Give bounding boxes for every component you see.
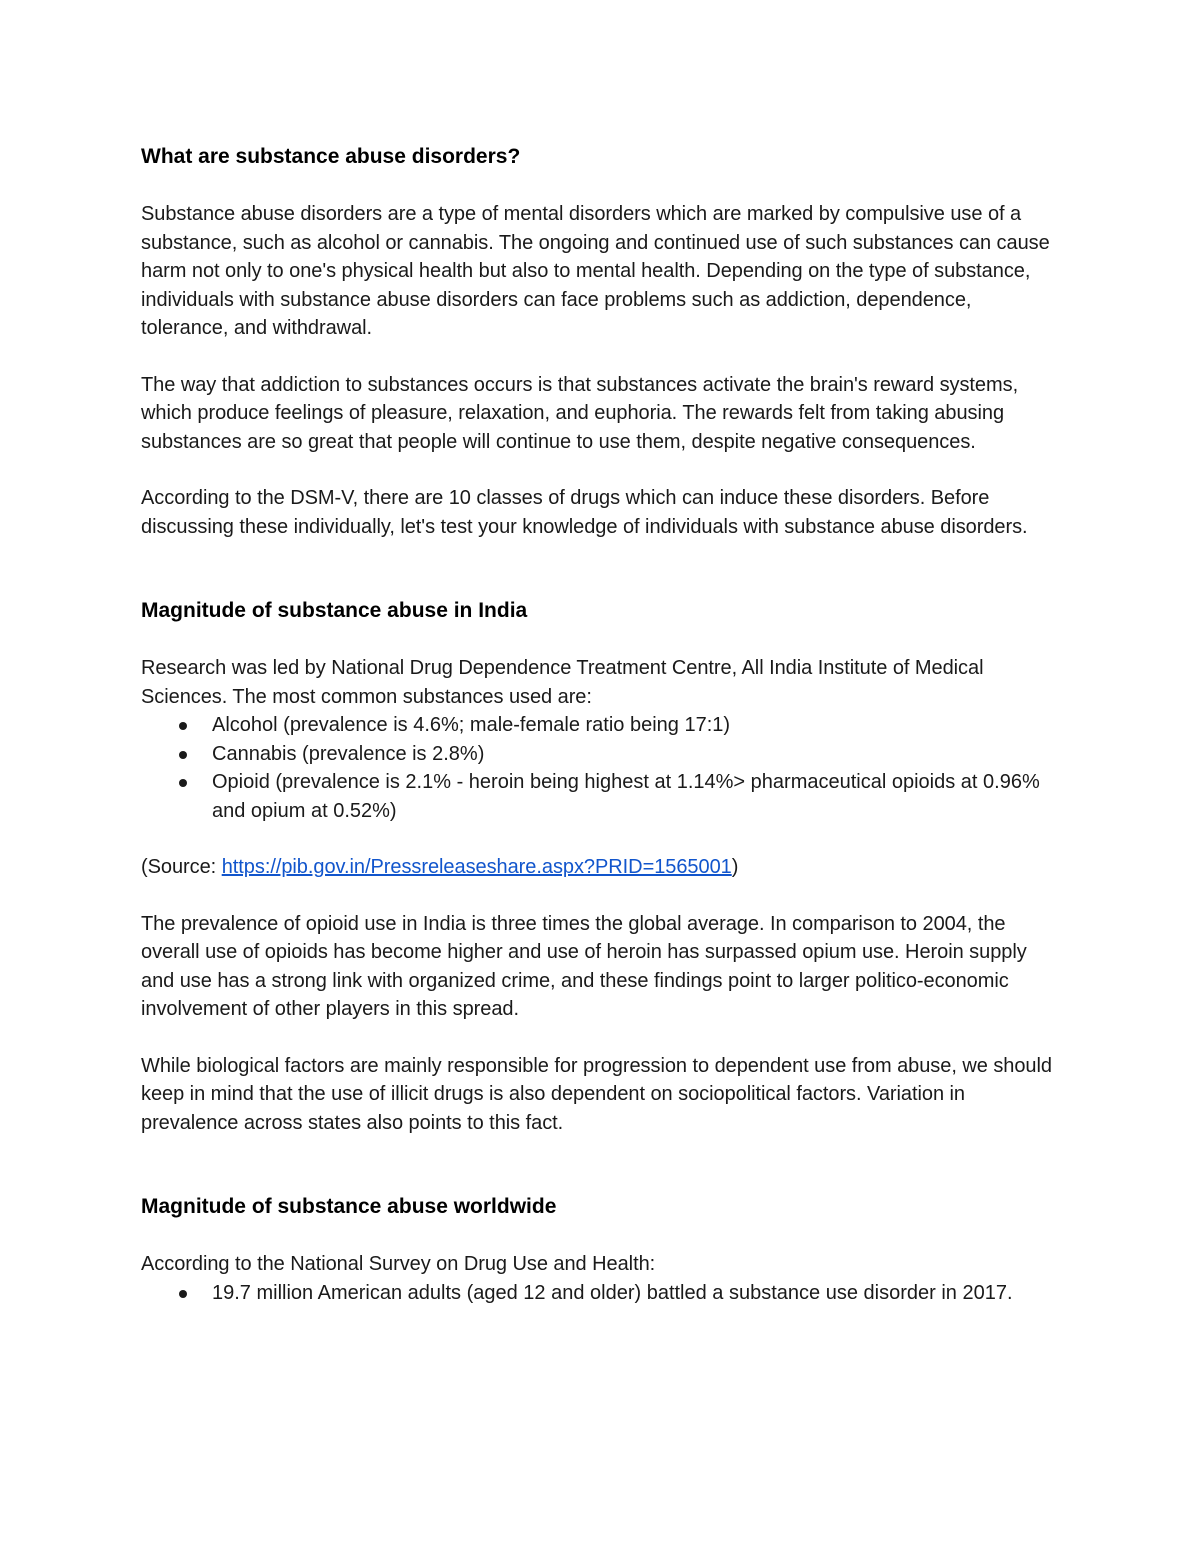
paragraph-addiction-mechanism: The way that addiction to substances occurs is that substances activate the brain's reward systems, which produce feelings of pleasure, relaxation, and euphoria. The rewards felt from taking abusing substances are so great that people will continue to use them, despite negative consequences.: [141, 373, 1019, 453]
list-worldwide-stats: [141, 1279, 1060, 1308]
source-suffix: ): [731, 856, 739, 878]
section-worldwide: [141, 1193, 1060, 1307]
paragraph-opioid-prevalence: The prevalence of opioid use in India is three times the global average. In comparison to 2004, the overall use of opioids has become higher and use of heroin has surpassed opium use. Heroin supply and use has a strong link with organized crime, and these findings point to larger politico-economic involvement of other players in this spread.: [141, 912, 1027, 1020]
paragraph-dsm-classes: According to the DSM-V, there are 10 classes of drugs which can induce these disorders. Before discussing these individually, let's test your knowledge of individuals with substance abuse disorders.: [141, 487, 1028, 538]
list-item: [141, 768, 1060, 825]
section-india: [141, 597, 1060, 1137]
bullet-icon: [179, 722, 187, 730]
section-what-are-disorders: [141, 143, 1060, 541]
source-link[interactable]: https://pib.gov.in/Pressreleaseshare.aspx?PRID=1565001: [221, 856, 732, 878]
source-prefix: (Source:: [141, 856, 222, 878]
list-item-text: Alcohol (prevalence is 4.6%; male-female ratio being 17:1): [212, 714, 731, 736]
list-item: [141, 1279, 1060, 1308]
list-item-text: Cannabis (prevalence is 2.8%): [212, 742, 485, 765]
list-india-substances: [141, 711, 1060, 825]
paragraph-definition: Substance abuse disorders are a type of mental disorders which are marked by compulsive use of a substance, such as alcohol or cannabis. The ongoing and continued use of such substances can cause harm not only to one's physical health but also to mental health. Depending on the type of substance, individuals with substance abuse disorders can face problems such as addiction, dependence, tolerance, and withdrawal.: [141, 203, 1050, 339]
list-item: [141, 740, 1060, 769]
bullet-icon: [179, 779, 187, 787]
paragraph-biological-factors: While biological factors are mainly responsible for progression to dependent use from abuse, we should keep in mind that the use of illicit drugs is also dependent on sociopolitical factors. Variation in prevalence across states also points to this fact.: [141, 1054, 1052, 1134]
bullet-icon: [179, 1290, 187, 1298]
paragraph-worldwide-intro: According to the National Survey on Drug Use and Health:: [141, 1253, 656, 1275]
list-item-text: Opioid (prevalence is 2.1% - heroin being highest at 1.14%> pharmaceutical opioids at 0.96% and opium at 0.52%): [212, 771, 1040, 822]
list-item-text: 19.7 million American adults (aged 12 and older) battled a substance use disorder in 2017.: [212, 1281, 1013, 1304]
heading-worldwide: Magnitude of substance abuse worldwide: [141, 1195, 557, 1218]
paragraph-india-intro: Research was led by National Drug Dependence Treatment Centre, All India Institute of Medical Sciences. The most common substances used are:: [141, 657, 984, 708]
bullet-icon: [179, 751, 187, 759]
heading-what-are-disorders: What are substance abuse disorders?: [141, 145, 521, 168]
paragraph-source: [141, 853, 1060, 882]
heading-india: Magnitude of substance abuse in India: [141, 599, 528, 622]
list-item: [141, 711, 1060, 740]
